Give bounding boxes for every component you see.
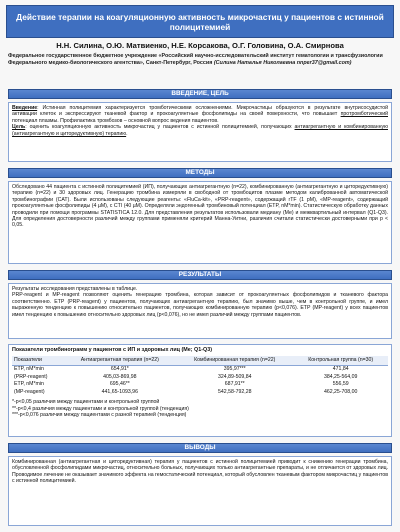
table-cell: (MP-reagent) — [14, 388, 45, 395]
table-note: *-p<0,05 различия между пациентами и контрольной группой — [12, 399, 160, 406]
affiliation — [8, 53, 392, 67]
table-cell: 556,59 — [332, 381, 349, 388]
table-header: Показатели — [12, 356, 63, 365]
results-box — [8, 283, 392, 339]
table-cell: ETP, nM*min — [14, 366, 44, 373]
goal-label: Цель — [12, 124, 26, 131]
table-notes — [12, 399, 388, 418]
goal-underlined: антиагрегантную и комбинированную (антиагрегантную и циторедуктивную) терапию — [12, 124, 388, 137]
table-header: Контрольная группа (n=30) — [293, 356, 388, 365]
intro-label: Введение — [12, 105, 38, 111]
table-cell: 324,89-509,84 — [218, 373, 252, 380]
table-note: **-p<0,4 различия между пациентами и контрольной группой (тенденция) — [12, 405, 189, 412]
intro-text-1: : Истинная полицитемия характеризуется тромботическими осложнениями. Микрочастицы образуются в результате внутрисосудистой активации клеток и экспрессируют тканевой фактор и прокоагулянтные фосфолипиды на своей поверхности, что повышает — [12, 105, 388, 118]
section-banner-intro: ВВЕДЕНИЕ, ЦЕЛЬ — [8, 89, 392, 99]
section-banner-conclusions: ВЫВОДЫ — [8, 443, 392, 453]
table-cell: 654,91* — [110, 366, 129, 373]
intro-text-2: потенциал плазмы. Профилактика тромбозов – основной вопрос ведения пациентов. — [12, 117, 219, 124]
table-cell: 441,65-1093,96 — [101, 388, 138, 395]
table-cell: 695,46** — [109, 381, 130, 388]
results-text: PRP-reagent и MP-reagent позволяют оценить генерацию тромбина, которая зависит от прокоагулянтных фосфолипидов и тканевого фактора соответственно. ETP (PRP-reagent) у пациентов, получающих антиагрегантную терапию, был значимо выше, чем в контрольной группе, и имел выраженную тенденцию к повышению относительно пациентов, получающих комбинированную терапию (p<0,076). ETP (MP-reagent) у всех пациентов имел тенденцию к повышению относительно здоровых лиц (p<0,076), но не имел различий между группами пациентов. — [12, 292, 388, 318]
table-cell: (PRP-reagent) — [14, 373, 48, 380]
table-cell: 687,91** — [224, 381, 245, 388]
table-cell: 405,03-869,98 — [103, 373, 137, 380]
table-header: Антиагрегантная терапия (n=22) — [63, 356, 176, 365]
results-table-box — [8, 344, 392, 437]
conclusions-text: Комбинированная (антиагрегантная и циторедуктивная) терапия у пациентов с истинной полицитемией приводит к снижению генерации тромбина, обусловленной фосфолипидами микрочастиц, относительно больных, получающих только антиагрегантные препараты, и не отличается от здоровых лиц. Проводимое лечение не оказывает значимого эффекта на гемостатический потенциал, который обусловлен тканевым фактором микрочастиц у пациентов с истинной полицитемией. — [12, 459, 388, 485]
table-row — [12, 381, 388, 388]
contact-text: (Силина Наталья Николаевна nnper37@gmail.com) — [213, 59, 352, 66]
methods-box — [8, 181, 392, 264]
authors: Н.Н. Силина, О.Ю. Матвиенко, Н.Е. Корсакова, О.Г. Головина, О.А. Смирнова — [56, 41, 344, 50]
table-row — [12, 373, 388, 380]
table-title: Показатели тромбинограмм у пациентов с ИП и здоровых лиц (Me; Q1-Q3) — [12, 347, 213, 353]
affiliation-text: Федеральное государственное бюджетное учреждение «Российский научно-исследовательский институт гематологии и трансфузиологии Федерального медико-биологического агентства», Санкт-Петербург, Россия — [8, 53, 383, 66]
section-banner-methods: МЕТОДЫ — [8, 168, 392, 178]
conclusions-box — [8, 456, 392, 526]
table-cell: 462,25-708,00 — [323, 388, 358, 395]
table-cell: 384,25-564,09 — [323, 373, 358, 380]
table-cell: 542,58-792,28 — [218, 388, 252, 395]
results-table — [12, 356, 388, 395]
table-header: Комбинированная терапия (n=22) — [176, 356, 293, 365]
table-header-row — [12, 356, 388, 365]
intro-box — [8, 102, 392, 162]
intro-underlined: протромботический — [340, 111, 388, 118]
poster-title: Действие терапии на коагуляционную активность микрочастиц у пациентов с истинной полицитемией — [6, 5, 394, 38]
table-cell: 471,84 — [332, 366, 349, 373]
table-cell: ETP, nM*min — [14, 381, 44, 388]
results-lead: Результаты исследования представлены в таблице. — [12, 286, 138, 292]
table-row — [12, 388, 388, 395]
goal-text-1: : оценить коагуляционную активность микрочастиц у пациентов с истинной полицитемией, получающих — [25, 124, 295, 131]
table-row — [12, 365, 388, 373]
table-cell: 395,97*** — [223, 366, 246, 373]
methods-text: Обследовано 44 пациента с истинной полицитемией (ИП), получающих антиагрегантную (n=22), комбинированную (антиагрегантную и циторедуктивную) терапию (n=22) и 30 здоровых лиц. Генерацию тромбина измеряли в свободной от тромбоцитов плазме методом калиброванной автоматической тромбинографии (CAT). Были использованы следующие реагенты: «FluCa-kit», «PRP-reagent», содержащий rTF (1 pM), «MP-reagent», содержащий прокоагулянтные фосфолипиды (4 µM), с CTI (40 µM). Определяли эндогенный тромбиновый потенциал (ETP, nM*min). Статистическую обработку данных проводили при помощи программы STATISTICA 12.0. Для представления результатов использовали медиану (Me) и межквартильный интервал (Q1-Q3). Для определения достоверности различий между группами применяли критерий Манна-Уитни, различия считали статистически достоверными при p < 0,05. — [12, 184, 388, 229]
table-note: ***-p<0,076 различия между пациентами с разной терапией (тенденция) — [12, 412, 187, 419]
goal-text-2: . — [126, 130, 128, 137]
section-banner-results: РЕЗУЛЬТАТЫ — [8, 270, 392, 280]
